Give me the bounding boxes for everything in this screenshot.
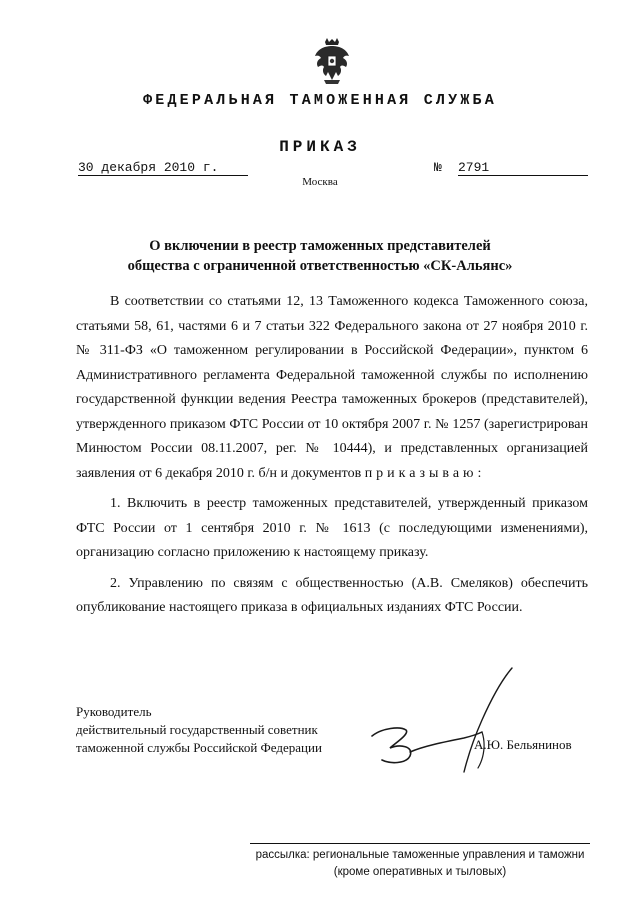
signer-block [76,703,322,757]
handwritten-signature-icon [360,660,520,780]
order-number: 2791 [458,160,588,176]
russian-coat-of-arms-icon [312,36,352,86]
document-type: ПРИКАЗ [279,138,361,156]
order-item-2: 2. Управлению по связям с общественностью (А.В. Смеляков) обеспечить опубликование настоящего приказа в официальных изданиях ФТС России. [76,575,588,615]
subject-line-1: О включении в реестр таможенных представителей [149,238,491,254]
order-body [76,290,588,621]
signer-name: А.Ю. Бельянинов [474,737,572,752]
distribution-divider [250,843,590,844]
distribution-line-1: рассылка: региональные таможенные управления и таможни [255,849,585,861]
signer-title-line-3: таможенной службы Российской Федерации [76,740,322,755]
preamble-text: В соответствии со статьями 12, 13 Таможенного кодекса Таможенного союза, статьями 58, 61, частями 6 и 7 статьи 322 Федерального закона от 27 ноября 2010 г. № 311-ФЗ «О таможенном регулировании в Российской Федерации», пунктом 6 Административного регламента Федеральной таможенной службы по исполнению государственной функции ведения Реестра таможенных брокеров (представителей), утвержденного приказом ФТС России от 10 октября 2007 г. № 1257 (зарегистрирован Минюстом России 08.11.2007, рег. № 10444), и представленных организацией заявления от 6 декабря 2010 г. б/н и документов [76,294,588,481]
distribution-list [250,847,590,881]
signer-title-line-2: действительный государственный советник [76,722,318,737]
directive-word: приказываю: [364,465,486,481]
order-item-1: 1. Включить в реестр таможенных представителей, утвержденный приказом ФТС России от 1 сентября 2010 г. № 1613 (с последующими изменениями), организацию согласно приложению к настоящему приказу. [76,496,588,560]
signer-title-line-1: Руководитель [76,704,152,719]
city: Москва [302,176,338,188]
subject-line-2: общества с ограниченной ответственностью «СК-Альянс» [127,258,513,274]
order-date: 30 декабря 2010 г. [78,160,248,176]
agency-name: ФЕДЕРАЛЬНАЯ ТАМОЖЕННАЯ СЛУЖБА [143,92,497,109]
order-subject [0,236,640,276]
preamble-paragraph [76,290,588,486]
order-number-sign: № [434,160,442,175]
distribution-line-2: (кроме оперативных и тыловых) [333,866,507,878]
